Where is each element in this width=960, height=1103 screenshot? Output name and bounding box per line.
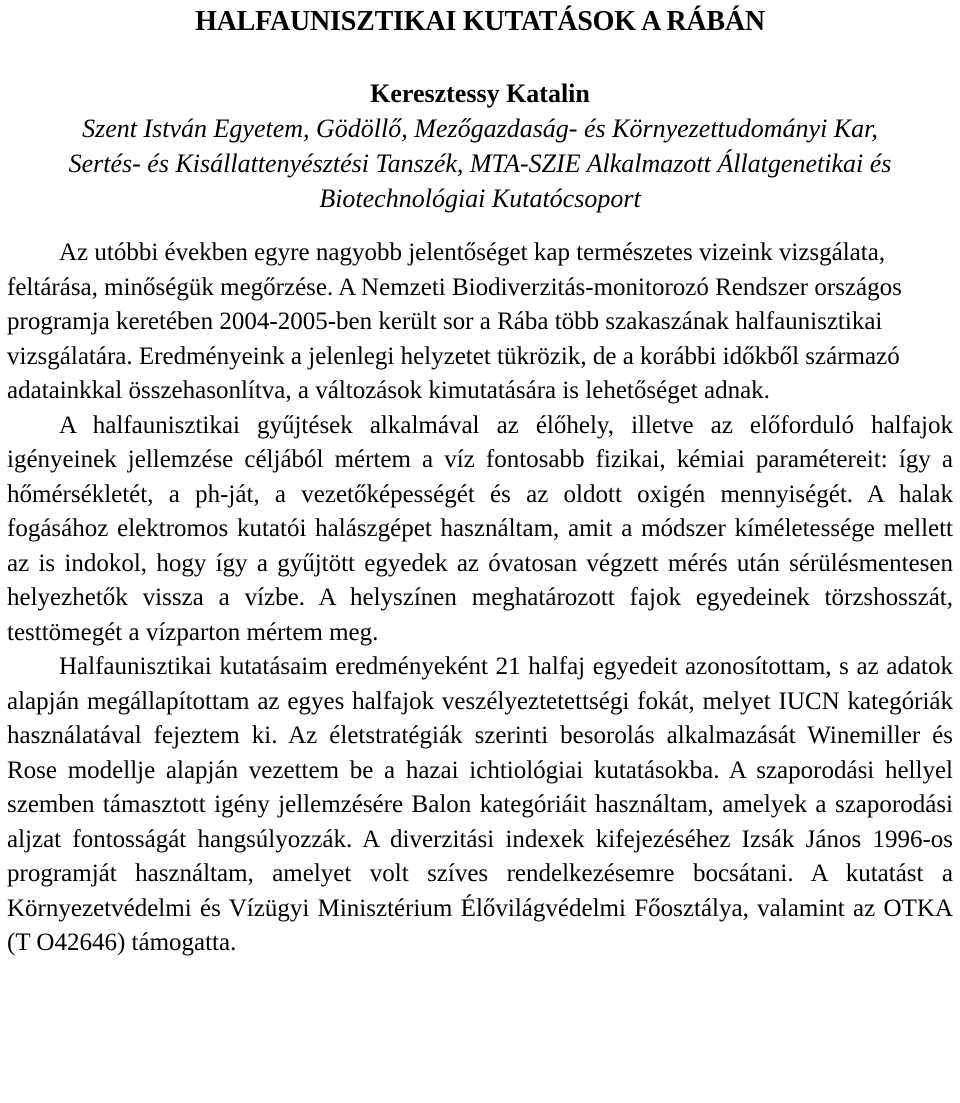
- abstract-paragraph-3: Halfaunisztikai kutatásaim eredményeként 21 halfaj egyedeit azonosítottam, s az adatok alapján megállapítottam az egyes halfajok veszélyeztetettségi fokát, melyet IUCN kategóriák használatával fejeztem ki. Az életstratégiák szerinti besorolás alkalmazását Winemiller és Rose modellje alapján vezettem be a hazai ichtiológiai kutatásokba. A szaporodási hellyel szemben támasztott igény jellemzésére Balon kategóriáit használtam, amelyek a szaporodási aljzat fontosságát hangsúlyozzák. A diverzitási indexek kifejezéséhez Izsák János 1996-os programját használtam, amelyet volt szíves rendelkezésemre bocsátani. A kutatást a Környezetvédelmi és Vízügyi Minisztérium Élővilágvédelmi Főosztálya, valamint az OTKA (T O42646) támogatta.: [7, 653, 953, 956]
- author-affiliation: [7, 111, 953, 216]
- affiliation-line-3: Biotechnológiai Kutatócsoport: [319, 184, 641, 213]
- abstract-body: [7, 236, 953, 961]
- paper-title: HALFAUNISZTIKAI KUTATÁSOK A RÁBÁN: [195, 6, 765, 37]
- abstract-paragraph-1: Az utóbbi években egyre nagyobb jelentőséget kap természetes vizeink vizsgálata, feltárása, minőségük megőrzése. A Nemzeti Biodiverzitás-monitorozó Rendszer országos programja keretében 2004-2005-ben került sor a Rába több szakaszának halfaunisztikai vizsgálatára. Eredményeink a jelenlegi helyzetet tükrözik, de a korábbi időkből származó adatainkkal összehasonlítva, a változások kimutatására is lehetőséget adnak.: [7, 239, 902, 404]
- affiliation-line-2: Sertés- és Kisállattenyésztési Tanszék, MTA-SZIE Alkalmazott Állatgenetikai és: [68, 149, 892, 178]
- document-page: [7, 0, 953, 961]
- author-name: Keresztessy Katalin: [370, 79, 590, 108]
- abstract-paragraph-2: A halfaunisztikai gyűjtések alkalmával az élőhely, illetve az előforduló halfajok igényeinek jellemzése céljából mértem a víz fontosabb fizikai, kémiai paramétereit: így a hőmérsékletét, a ph-ját, a vezetőképességét és az oldott oxigén mennyiségét. A halak fogásához elektromos kutatói halászgépet használtam, amit a módszer kíméletessége mellett az is indokol, hogy így a gyűjtött egyedek az óvatosan végzett mérés után sérülésmentesen helyezhetők vissza a vízbe. A helyszínen meghatározott fajok egyedeinek törzshosszát, testtömegét a vízparton mértem meg.: [7, 411, 953, 646]
- affiliation-line-1: Szent István Egyetem, Gödöllő, Mezőgazdaság- és Környezettudományi Kar,: [82, 114, 878, 143]
